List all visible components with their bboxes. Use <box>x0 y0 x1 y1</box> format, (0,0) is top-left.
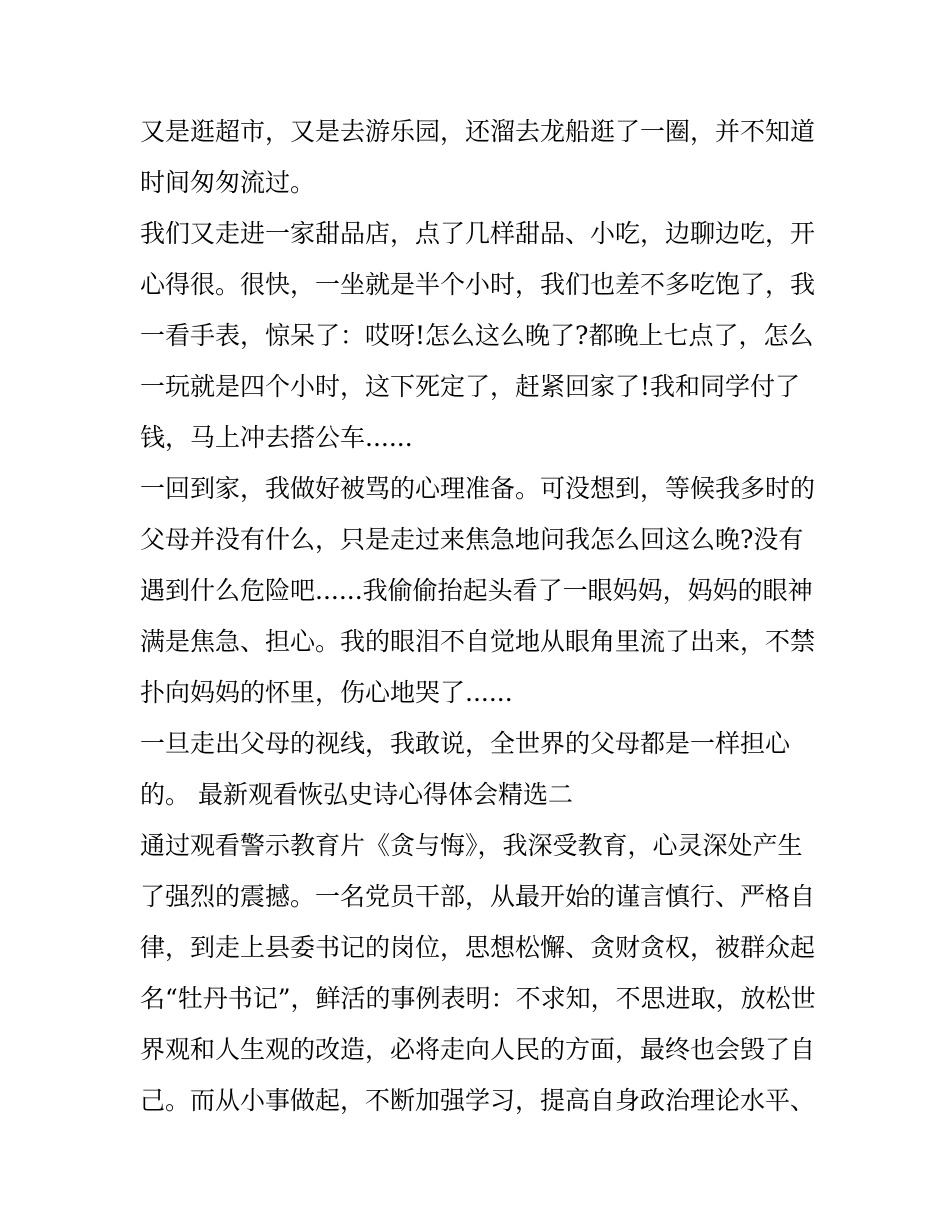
text-line-10: 遇到什么危险吧......我偷偷抬起头看了一眼妈妈，妈妈的眼神 <box>140 576 813 605</box>
text-line-20: 己。而从小事做起，不断加强学习，提高自身政治理论水平、 <box>140 1086 816 1115</box>
text-line-19: 界观和人生观的改造，必将走向人民的方面，最终也会毁了自 <box>140 1035 816 1064</box>
text-line-8: 一回到家，我做好被骂的心理准备。可没想到，等候我多时的 <box>140 474 816 503</box>
text-line-17: 律，到走上县委书记的岗位，思想松懈、贪财贪权，被群众起 <box>140 933 816 962</box>
text-line-11: 满是焦急、担心。我的眼泪不自觉地从眼角里流了出来，不禁 <box>140 627 816 656</box>
text-line-1: 又是逛超市，又是去游乐园，还溜去龙船逛了一圈，并不知道 <box>140 117 816 146</box>
text-line-7: 钱，马上冲去搭公车...... <box>140 423 413 452</box>
text-line-16: 了强烈的震撼。一名党员干部，从最开始的谨言慎行、严格自 <box>140 882 816 911</box>
text-line-13: 一旦走出父母的视线，我敢说，全世界的父母都是一样担心 <box>140 729 791 758</box>
text-line-14-section-heading: 的。 最新观看恢弘史诗心得体会精选二 <box>140 780 573 809</box>
text-line-3: 我们又走进一家甜品店，点了几样甜品、小吃，边聊边吃，开 <box>140 219 816 248</box>
text-line-2: 时间匆匆流过。 <box>140 168 316 197</box>
text-line-6: 一玩就是四个小时，这下死定了，赶紧回家了!我和同学付了 <box>140 372 801 401</box>
text-line-5: 一看手表，惊呆了：哎呀!怎么这么晚了?都晚上七点了，怎么 <box>140 321 814 350</box>
document-body-text <box>140 106 820 1126</box>
text-line-12: 扑向妈妈的怀里，伤心地哭了...... <box>140 678 513 707</box>
text-line-18: 名“牡丹书记”，鲜活的事例表明：不求知，不思进取，放松世 <box>140 984 816 1013</box>
text-line-4: 心得很。很快，一坐就是半个小时，我们也差不多吃饱了，我 <box>140 270 816 299</box>
text-line-9: 父母并没有什么，只是走过来焦急地问我怎么回这么晚?没有 <box>140 525 804 554</box>
text-line-15: 通过观看警示教育片《贪与悔》，我深受教育，心灵深处产生 <box>140 831 803 860</box>
